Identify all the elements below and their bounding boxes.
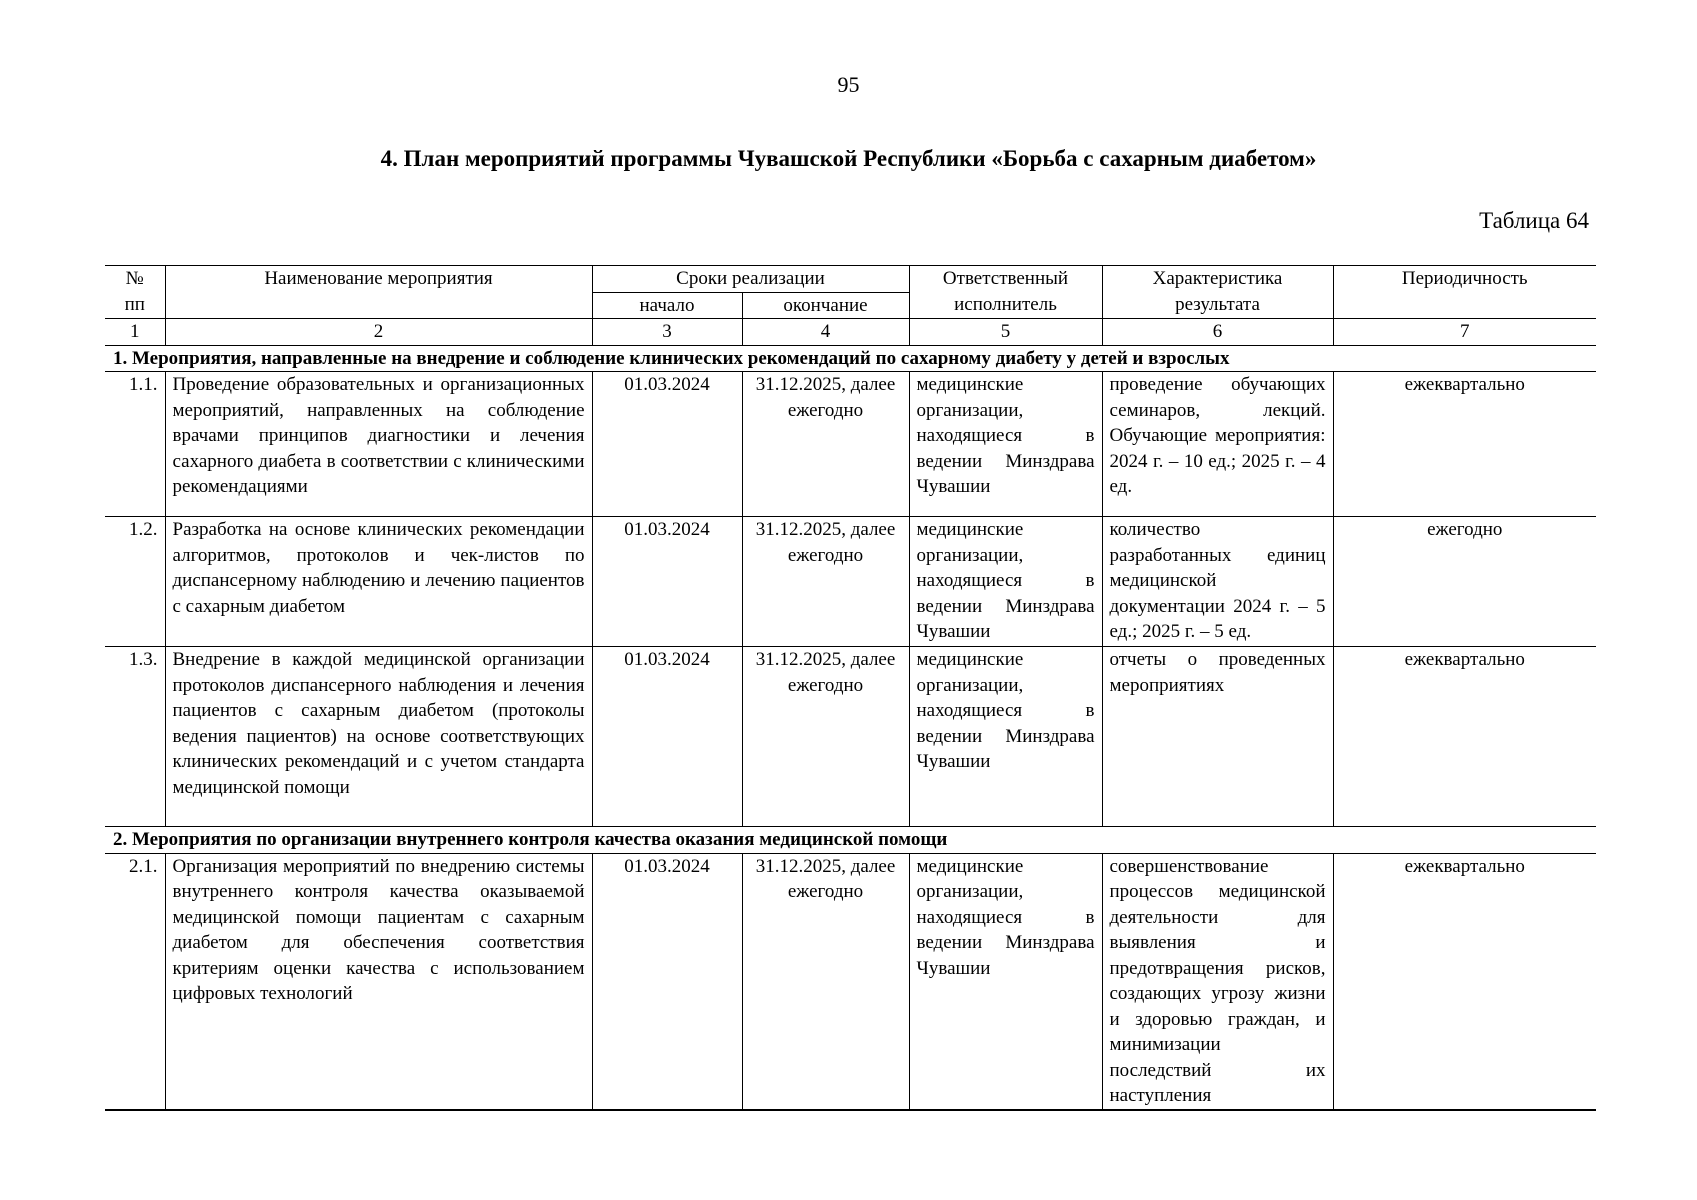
table-row bbox=[105, 372, 1596, 517]
cell-period: ежегодно bbox=[1333, 517, 1596, 647]
cell-num: 1.2. bbox=[105, 517, 165, 647]
cell-result: совершенствование процессов медицинской деятельности для выявления и предотвращения рисков, создающих угрозу жизни и здоровью граждан, и минимизации последствий их наступления bbox=[1102, 853, 1333, 1110]
column-numbers-row bbox=[105, 319, 1596, 346]
header-start: начало bbox=[592, 292, 742, 319]
header-terms: Сроки реализации bbox=[592, 266, 909, 293]
cell-end: 31.12.2025, далее ежегодно bbox=[742, 517, 909, 647]
cell-start: 01.03.2024 bbox=[592, 853, 742, 1110]
page-number: 95 bbox=[837, 72, 860, 97]
cell-executor: медицинские организации, находящиеся в ведении Минздрава Чувашии bbox=[909, 372, 1102, 517]
header-num: № пп bbox=[105, 266, 165, 319]
section-title: 2. Мероприятия по организации внутреннего контроля качества оказания медицинской помощи bbox=[105, 827, 1596, 854]
cell-result: количество разработанных единиц медицинской документации 2024 г. – 5 ед.; 2025 г. – 5 ед. bbox=[1102, 517, 1333, 647]
cell-end: 31.12.2025, далее ежегодно bbox=[742, 647, 909, 827]
col-number: 3 bbox=[592, 319, 742, 346]
table-row bbox=[105, 853, 1596, 1110]
table-body bbox=[105, 345, 1596, 1110]
cell-executor: медицинские организации, находящиеся в ведении Минздрава Чувашии bbox=[909, 853, 1102, 1110]
plan-table bbox=[105, 265, 1596, 1111]
cell-executor: медицинские организации, находящиеся в ведении Минздрава Чувашии bbox=[909, 647, 1102, 827]
cell-name: Проведение образовательных и организационных мероприятий, направленных на соблюдение врачами принципов диагностики и лечения сахарного диабета в соответствии с клиническими рекомендациями bbox=[165, 372, 592, 517]
col-number: 1 bbox=[105, 319, 165, 346]
section-row bbox=[105, 345, 1596, 372]
header-executor: Ответственный исполнитель bbox=[909, 266, 1102, 319]
cell-num: 1.3. bbox=[105, 647, 165, 827]
col-number: 7 bbox=[1333, 319, 1596, 346]
cell-period: ежеквартально bbox=[1333, 372, 1596, 517]
col-number: 2 bbox=[165, 319, 592, 346]
cell-num: 1.1. bbox=[105, 372, 165, 517]
col-number: 6 bbox=[1102, 319, 1333, 346]
cell-num: 2.1. bbox=[105, 853, 165, 1110]
cell-executor: медицинские организации, находящиеся в ведении Минздрава Чувашии bbox=[909, 517, 1102, 647]
header-end: окончание bbox=[742, 292, 909, 319]
col-number: 4 bbox=[742, 319, 909, 346]
cell-name: Внедрение в каждой медицинской организации протоколов диспансерного наблюдения и лечения пациентов с сахарным диабетом (протоколы ведения пациентов) на основе соответствующих клинических рекомендаций и с учетом стандарта медицинской помощи bbox=[165, 647, 592, 827]
table-header bbox=[105, 266, 1596, 346]
table-label: Таблица 64 bbox=[1479, 208, 1589, 233]
table-row bbox=[105, 517, 1596, 647]
header-result: Характеристика результата bbox=[1102, 266, 1333, 319]
cell-start: 01.03.2024 bbox=[592, 372, 742, 517]
header-period: Периодичность bbox=[1333, 266, 1596, 319]
cell-end: 31.12.2025, далее ежегодно bbox=[742, 372, 909, 517]
cell-name: Организация мероприятий по внедрению системы внутреннего контроля качества оказываемой медицинской помощи пациентам с сахарным диабетом для обеспечения соответствия критериям оценки качества с использованием цифровых технологий bbox=[165, 853, 592, 1110]
cell-start: 01.03.2024 bbox=[592, 517, 742, 647]
cell-result: отчеты о проведенных мероприятиях bbox=[1102, 647, 1333, 827]
cell-result: проведение обучающих семинаров, лекций. Обучающие мероприятия: 2024 г. – 10 ед.; 2025 г. – 4 ед. bbox=[1102, 372, 1333, 517]
table-row bbox=[105, 647, 1596, 827]
cell-end: 31.12.2025, далее ежегодно bbox=[742, 853, 909, 1110]
document-title: 4. План мероприятий программы Чувашской Республики «Борьба с сахарным диабетом» bbox=[380, 146, 1317, 171]
section-row bbox=[105, 827, 1596, 854]
cell-name: Разработка на основе клинических рекомендации алгоритмов, протоколов и чек-листов по диспансерному наблюдению и лечению пациентов с сахарным диабетом bbox=[165, 517, 592, 647]
header-name: Наименование мероприятия bbox=[165, 266, 592, 319]
cell-period: ежеквартально bbox=[1333, 647, 1596, 827]
cell-period: ежеквартально bbox=[1333, 853, 1596, 1110]
col-number: 5 bbox=[909, 319, 1102, 346]
cell-start: 01.03.2024 bbox=[592, 647, 742, 827]
section-title: 1. Мероприятия, направленные на внедрение и соблюдение клинических рекомендаций по сахарному диабету у детей и взрослых bbox=[105, 345, 1596, 372]
